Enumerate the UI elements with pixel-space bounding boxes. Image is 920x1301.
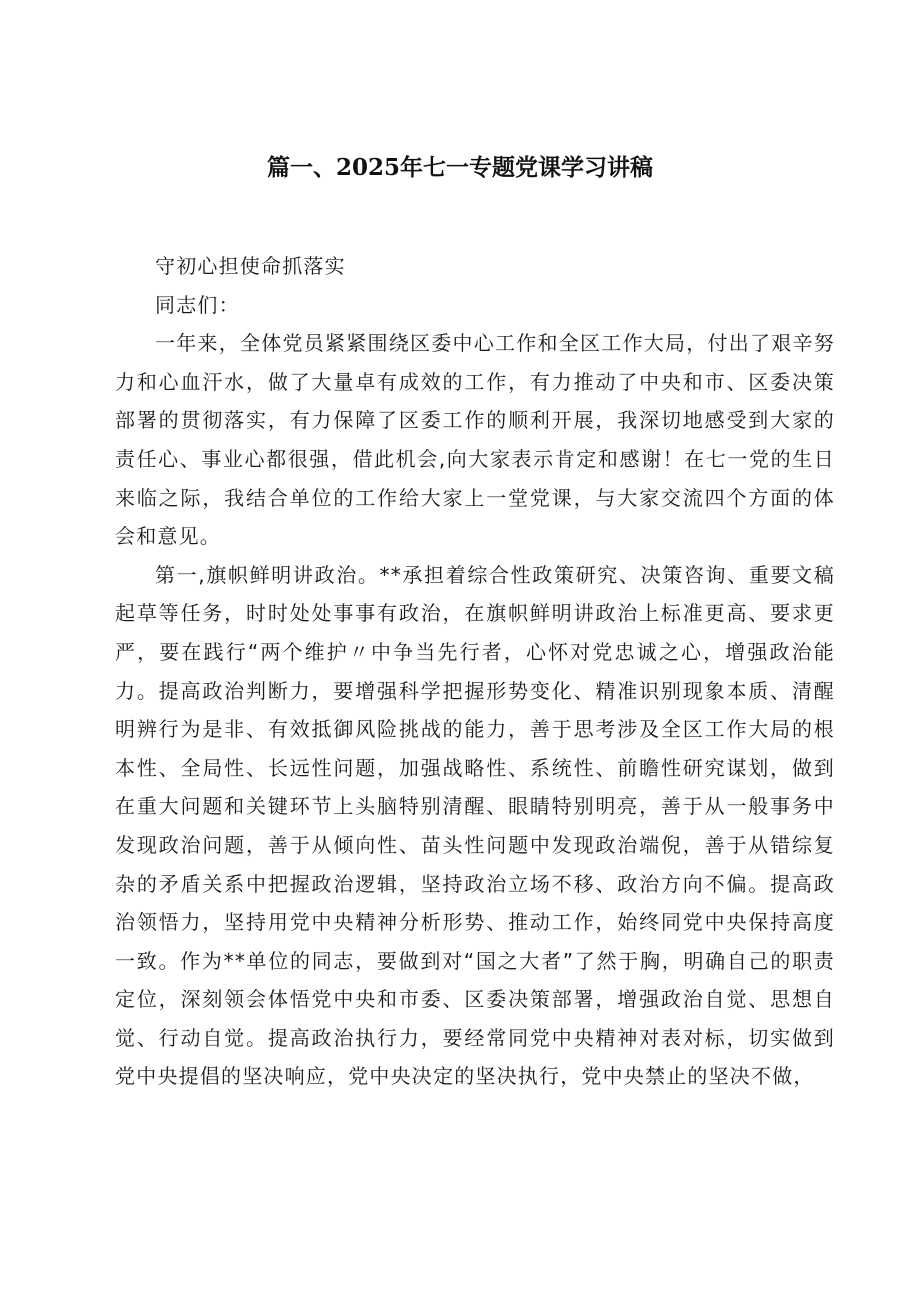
paragraph-subtitle: 守初心担使命抓落实 [155,254,346,278]
paragraph-salutation: 同志们： [155,292,240,317]
paragraph-point-one: 第一,旗帜鲜明讲政治。**承担着综合性政策研究、决策咨询、重要文稿起草等任务，时时处处事事有政治，在旗帜鲜明讲政治上标准更高、要求更严，要在践行“两个维护〃中争当先行者，心怀对党忠诚之心，增强政治能力。提高政治判断力，要增强科学把握形势变化、精准识别现象本质、清醒明辨行为是非、有效抵御风险挑战的能力，善于思考涉及全区工作大局的根本性、全局性、长远性问题，加强战略性、系统性、前瞻性研究谋划，做到在重大问题和关键环节上头脑特别清醒、眼睛特别明亮，善于从一般事务中发现政治问题，善于从倾向性、苗头性问题中发现政治端倪，善于从错综复杂的矛盾关系中把握政治逻辑，坚持政治立场不移、政治方向不偏。提高政治领悟力，坚持用党中央精神分析形势、推动工作，始终同党中央保持高度一致。作为**单位的同志，要做到对“国之大者”了然于胸，明确自己的职责定位，深刻领会体悟党中央和市委、区委决策部署，增强政治自觉、思想自觉、行动自觉。提高政治执行力，要经常同党中央精神对表对标，切实做到党中央提倡的坚决响应，党中央决定的坚决执行，党中央禁止的坚决不做， [115,562,835,1089]
document-title: 篇一、2025年七一专题党课学习讲稿 [266,154,653,181]
paragraph-intro: 一年来，全体党员紧紧围绕区委中心工作和全区工作大局，付出了艰辛努力和心血汗水，做了大量卓有成效的工作，有力推动了中央和市、区委决策部署的贯彻落实，有力保障了区委工作的顺利开展，我深切地感受到大家的责任心、事业心都很强，借此机会,向大家表示肯定和感谢！在七一党的生日来临之际，我结合单位的工作给大家上一堂党课，与大家交流四个方面的体会和意见。 [115,331,835,549]
document-body [115,247,835,1096]
